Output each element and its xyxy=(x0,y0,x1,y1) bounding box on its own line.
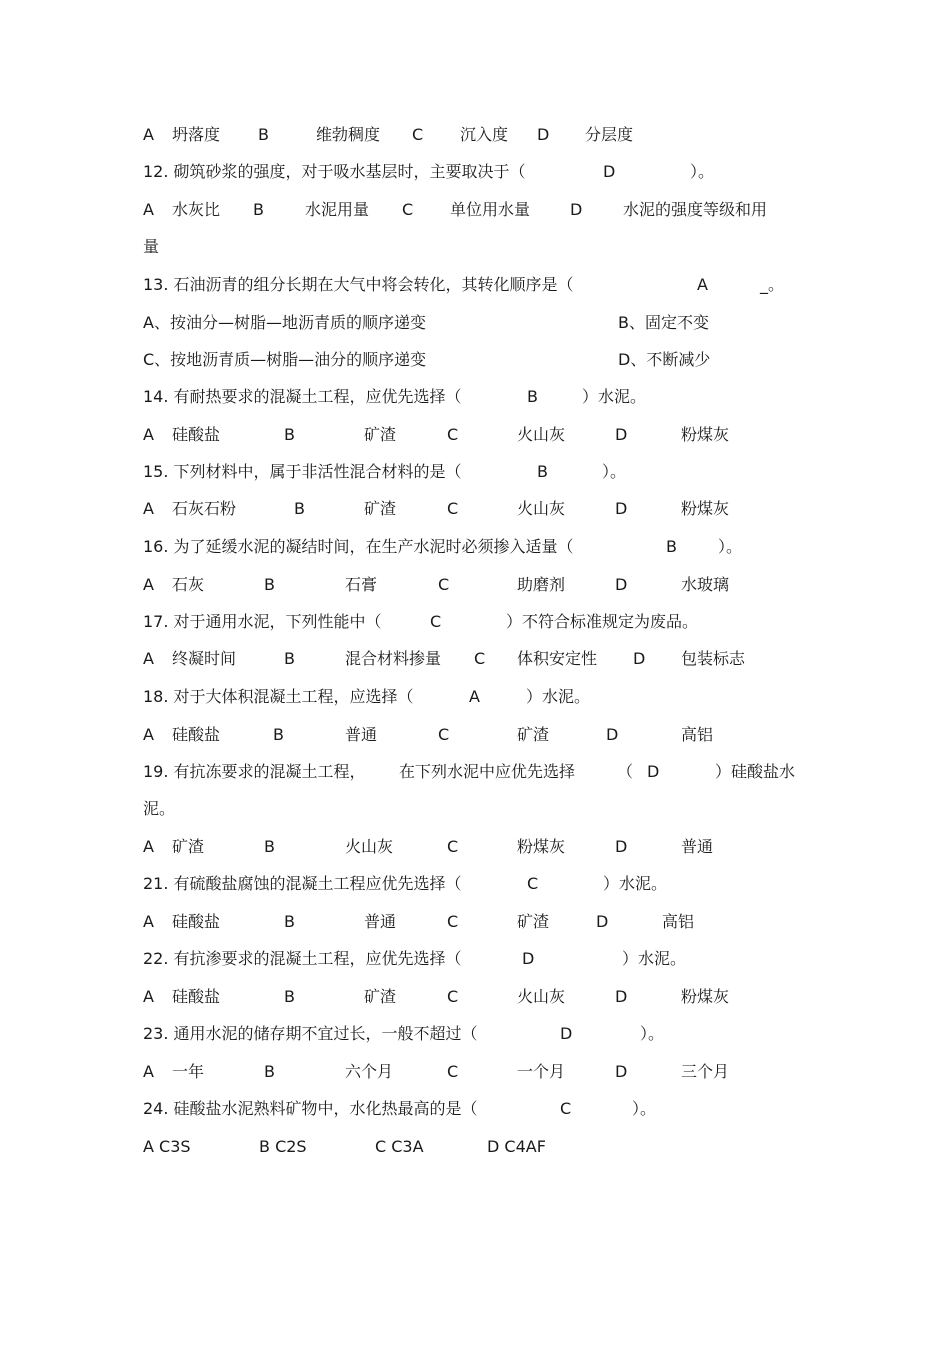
text-segment: D xyxy=(522,949,535,968)
text-segment: B xyxy=(273,725,284,744)
text-segment: 火山灰 xyxy=(517,425,566,444)
text-segment: 高铝 xyxy=(662,912,695,931)
text-segment: D xyxy=(606,725,619,744)
text-segment: D xyxy=(615,499,628,518)
text-segment: 粉煤灰 xyxy=(681,499,730,518)
text-segment: ）。 xyxy=(632,1099,657,1118)
text-segment: 18. 对于大体积混凝土工程，应选择（ xyxy=(143,687,414,706)
text-segment: C xyxy=(447,425,459,444)
text-segment: 普通 xyxy=(681,837,714,856)
text-segment: A、按油分—树脂—地沥青质的顺序递变 xyxy=(143,313,426,332)
text-segment: C xyxy=(474,649,486,668)
text-segment: C xyxy=(447,912,459,931)
text-segment: A xyxy=(143,200,154,219)
text-segment: ）硅酸盐水 xyxy=(715,762,796,781)
text-segment: 石灰 xyxy=(172,575,205,594)
text-segment: 火山灰 xyxy=(517,987,566,1006)
text-segment: 矿渣 xyxy=(364,499,397,518)
text-segment: 单位用水量 xyxy=(450,200,531,219)
text-segment: D xyxy=(615,837,628,856)
text-segment: A xyxy=(143,499,154,518)
text-segment: 15. 下列材料中，属于非活性混合材料的是（ xyxy=(143,462,462,481)
text-segment: 包装标志 xyxy=(681,649,746,668)
text-segment: 水玻璃 xyxy=(681,575,730,594)
text-segment: 23. 通用水泥的储存期不宜过长，一般不超过（ xyxy=(143,1024,478,1043)
text-segment: D xyxy=(596,912,609,931)
text-segment: 火山灰 xyxy=(517,499,566,518)
text-segment: 在下列水泥中应优先选择 xyxy=(399,762,576,781)
text-segment: C xyxy=(430,612,442,631)
text-segment: 一年 xyxy=(172,1062,205,1081)
text-segment: B xyxy=(284,425,295,444)
text-segment: ）。 xyxy=(690,162,715,181)
text-segment: 硅酸盐 xyxy=(172,725,221,744)
text-segment: C xyxy=(447,837,459,856)
text-segment: 矿渣 xyxy=(172,837,205,856)
text-segment: B xyxy=(264,1062,275,1081)
text-segment: A xyxy=(143,837,154,856)
text-segment: _。 xyxy=(760,275,785,294)
text-segment: D xyxy=(615,987,628,1006)
text-segment: 矿渣 xyxy=(364,987,397,1006)
text-segment: A xyxy=(697,275,708,294)
text-segment: A xyxy=(143,912,154,931)
text-segment: 坍落度 xyxy=(172,125,221,144)
text-segment: 沉入度 xyxy=(460,125,509,144)
text-segment: A xyxy=(143,125,154,144)
text-segment: D xyxy=(537,125,550,144)
text-segment: C xyxy=(447,987,459,1006)
text-segment: D C4AF xyxy=(487,1137,546,1156)
text-segment: （ xyxy=(617,762,634,781)
text-segment: A xyxy=(469,687,480,706)
text-segment: 三个月 xyxy=(681,1062,730,1081)
text-segment: 泥。 xyxy=(143,799,176,818)
text-segment: D xyxy=(570,200,583,219)
text-segment: C C3A xyxy=(375,1137,424,1156)
text-segment: ）水泥。 xyxy=(582,387,647,406)
text-segment: C xyxy=(438,725,450,744)
text-segment: ）水泥。 xyxy=(603,874,668,893)
text-segment: 21. 有硫酸盐腐蚀的混凝土工程应优先选择（ xyxy=(143,874,462,893)
text-segment: 混合材料掺量 xyxy=(345,649,442,668)
text-segment: A xyxy=(143,987,154,1006)
text-segment: B xyxy=(284,987,295,1006)
text-segment: B xyxy=(258,125,269,144)
text-segment: D xyxy=(615,425,628,444)
text-segment: 量 xyxy=(143,237,160,256)
text-segment: A xyxy=(143,575,154,594)
text-segment: 16. 为了延缓水泥的凝结时间，在生产水泥时必须掺入适量（ xyxy=(143,537,574,556)
text-segment: A xyxy=(143,649,154,668)
text-segment: 14. 有耐热要求的混凝土工程，应优先选择（ xyxy=(143,387,462,406)
text-segment: B、固定不变 xyxy=(618,313,709,332)
text-segment: C xyxy=(527,874,539,893)
text-segment: 一个月 xyxy=(517,1062,566,1081)
text-segment: B xyxy=(264,837,275,856)
text-segment: D xyxy=(615,575,628,594)
text-segment: B xyxy=(294,499,305,518)
text-segment: 火山灰 xyxy=(345,837,394,856)
text-segment: B xyxy=(253,200,264,219)
text-segment: 助磨剂 xyxy=(517,575,566,594)
text-segment: ）水泥。 xyxy=(622,949,687,968)
text-segment: 矿渣 xyxy=(517,912,550,931)
text-segment: 分层度 xyxy=(585,125,634,144)
text-segment: 粉煤灰 xyxy=(681,987,730,1006)
text-segment: A xyxy=(143,425,154,444)
text-segment: 粉煤灰 xyxy=(681,425,730,444)
text-segment: 普通 xyxy=(345,725,378,744)
text-segment: C xyxy=(560,1099,572,1118)
text-segment: B xyxy=(284,649,295,668)
text-segment: D xyxy=(615,1062,628,1081)
text-segment: 体积安定性 xyxy=(517,649,598,668)
text-segment: B xyxy=(264,575,275,594)
text-segment: D xyxy=(647,762,660,781)
text-segment: ）不符合标准规定为废品。 xyxy=(506,612,699,631)
text-segment: ）水泥。 xyxy=(526,687,591,706)
text-segment: C xyxy=(412,125,424,144)
text-segment: D xyxy=(633,649,646,668)
text-segment: 六个月 xyxy=(345,1062,394,1081)
text-segment: A C3S xyxy=(143,1137,191,1156)
text-segment: 17. 对于通用水泥，下列性能中（ xyxy=(143,612,382,631)
text-segment: 维勃稠度 xyxy=(316,125,381,144)
text-segment: ）。 xyxy=(602,462,627,481)
text-segment: 矿渣 xyxy=(364,425,397,444)
text-segment: 12. 砌筑砂浆的强度，对于吸水基层时，主要取决于（ xyxy=(143,162,526,181)
text-segment: 终凝时间 xyxy=(172,649,237,668)
text-segment: 水泥的强度等级和用 xyxy=(623,200,768,219)
text-segment: 水泥用量 xyxy=(305,200,370,219)
text-segment: C xyxy=(447,1062,459,1081)
text-segment: 22. 有抗渗要求的混凝土工程，应优先选择（ xyxy=(143,949,462,968)
text-segment: 高铝 xyxy=(681,725,714,744)
text-segment: 硅酸盐 xyxy=(172,987,221,1006)
text-segment: B xyxy=(527,387,538,406)
text-segment: ）。 xyxy=(640,1024,665,1043)
text-segment: 24. 硅酸盐水泥熟料矿物中，水化热最高的是（ xyxy=(143,1099,478,1118)
text-segment: D xyxy=(560,1024,573,1043)
text-segment: A xyxy=(143,1062,154,1081)
text-segment: C xyxy=(438,575,450,594)
text-segment: B C2S xyxy=(259,1137,307,1156)
text-segment: 水灰比 xyxy=(172,200,221,219)
text-segment: D、不断减少 xyxy=(618,350,711,369)
text-segment: C xyxy=(447,499,459,518)
text-segment: B xyxy=(537,462,548,481)
text-segment: C、按地沥青质—树脂—油分的顺序递变 xyxy=(143,350,427,369)
text-segment: 粉煤灰 xyxy=(517,837,566,856)
text-segment: 普通 xyxy=(364,912,397,931)
text-segment: B xyxy=(284,912,295,931)
text-segment: A xyxy=(143,725,154,744)
text-segment: B xyxy=(666,537,677,556)
text-segment: 硅酸盐 xyxy=(172,425,221,444)
text-segment: C xyxy=(402,200,414,219)
text-segment: 石膏 xyxy=(345,575,378,594)
text-segment: 石灰石粉 xyxy=(172,499,237,518)
text-segment: 矿渣 xyxy=(517,725,550,744)
text-segment: D xyxy=(603,162,616,181)
text-segment: ）。 xyxy=(718,537,743,556)
text-segment: 19. 有抗冻要求的混凝土工程， xyxy=(143,762,366,781)
text-segment: 硅酸盐 xyxy=(172,912,221,931)
text-segment: 13. 石油沥青的组分长期在大气中将会转化，其转化顺序是（ xyxy=(143,275,574,294)
